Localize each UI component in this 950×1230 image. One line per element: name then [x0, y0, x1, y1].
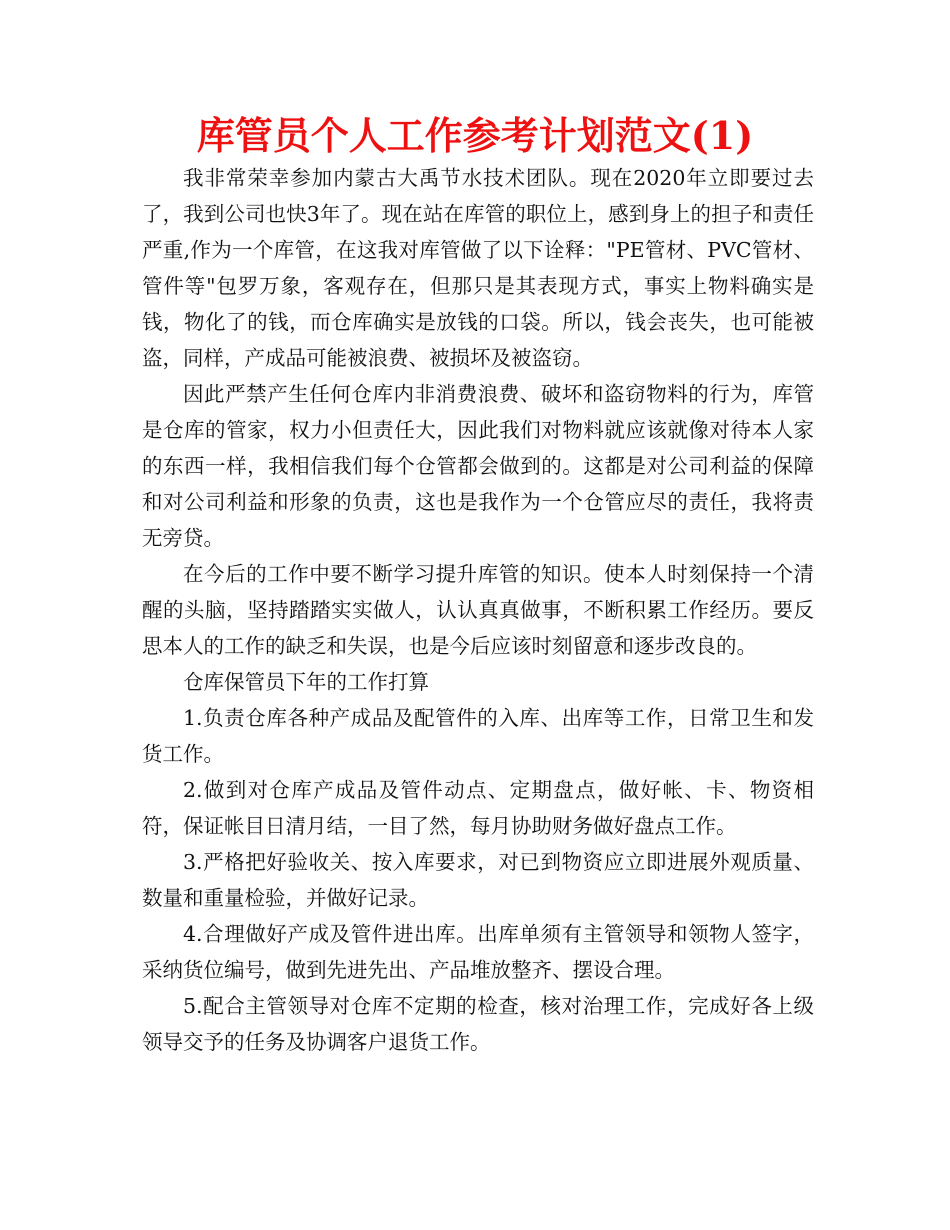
plan-item-5: 5.配合主管领导对仓库不定期的检查，核对治理工作，完成好各上级领导交予的任务及协调客户退货工作。	[142, 994, 814, 1054]
plan-item-4: 4.合理做好产成及管件进出库。出库单须有主管领导和领物人签字，采纳货位编号，做到先进先出、产品堆放整齐、摆设合理。	[142, 922, 814, 982]
plan-item-3: 3.严格把好验收关、按入库要求，对已到物资应立即进展外观质量、数量和重量检验，并做好记录。	[142, 850, 814, 910]
paragraph-intro: 我非常荣幸参加内蒙古大禹节水技术团队。现在2020年立即要过去了，我到公司也快3年了。现在站在库管的职位上，感到身上的担子和责任严重,作为一个库管，在这我对库管做了以下诠释："PE管材、PVC管材、管件等"包罗万象，客观存在，但那只是其表现方式，事实上物料确实是钱，物化了的钱，而仓库确实是放钱的口袋。所以，钱会丧失，也可能被盗，同样，产成品可能被浪费、被损坏及被盗窃。	[142, 166, 814, 370]
paragraph-self-improvement: 在今后的工作中要不断学习提升库管的知识。使本人时刻保持一个清醒的头脑，坚持踏踏实实做人，认认真真做事，不断积累工作经历。要反思本人的工作的缺乏和失误，也是今后应该时刻留意和逐步改良的。	[142, 562, 814, 658]
plan-heading: 仓库保管员下年的工作打算	[183, 670, 429, 694]
document-body	[142, 160, 814, 1060]
document-title: 库管员个人工作参考计划范文(1)	[196, 113, 754, 158]
paragraph-responsibility: 因此严禁产生任何仓库内非消费浪费、破坏和盗窃物料的行为，库管是仓库的管家，权力小但责任大，因此我们对物料就应该就像对待本人家的东西一样，我相信我们每个仓管都会做到的。这都是对公司利益的保障和对公司利益和形象的负责，这也是我作为一个仓管应尽的责任，我将责无旁贷。	[142, 382, 814, 550]
plan-item-1: 1.负责仓库各种产成品及配管件的入库、出库等工作，日常卫生和发货工作。	[142, 706, 814, 766]
plan-item-2: 2.做到对仓库产成品及管件动点、定期盘点，做好帐、卡、物资相符，保证帐目日清月结，一目了然，每月协助财务做好盘点工作。	[142, 778, 814, 838]
